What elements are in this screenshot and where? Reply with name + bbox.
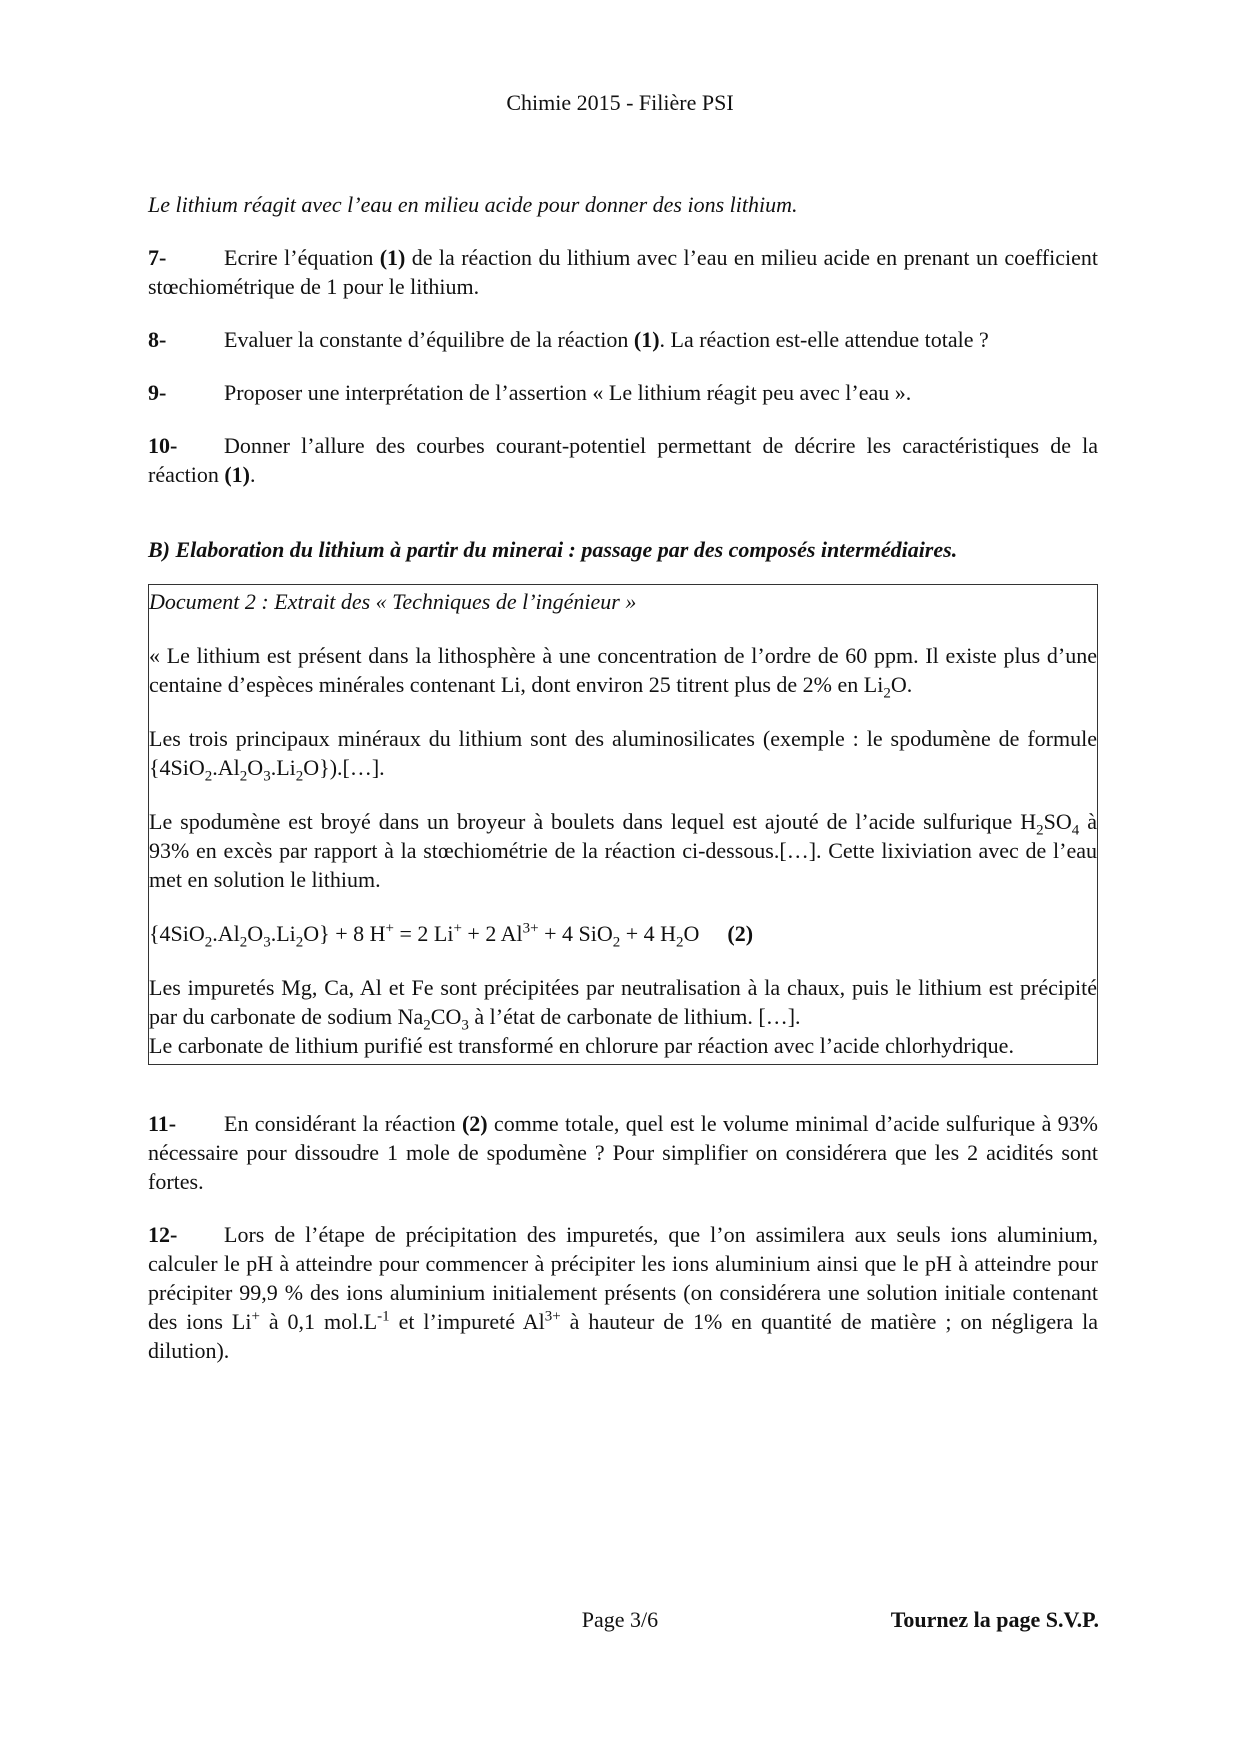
- subscript: 2: [1036, 822, 1044, 839]
- doc-text: Les trois principaux minéraux du lithium sont des aluminosilicates (exemple : le spodumène de formule {4SiO: [149, 726, 1097, 780]
- eq-text: {4SiO: [149, 921, 205, 946]
- question-text: à hauteur de 1% en quantité de matière ; on négligera la dilution).: [148, 1309, 1098, 1363]
- question-11: [148, 1109, 1098, 1196]
- question-number: 7-: [148, 245, 167, 270]
- eq-text: + 2 Al: [461, 921, 523, 946]
- document-title: Document 2 : Extrait des « Techniques de l’ingénieur »: [149, 589, 637, 614]
- subscript: 4: [1071, 822, 1080, 839]
- reaction-ref: (1): [224, 462, 251, 487]
- doc-text: à 93% en excès par rapport à la stœchiométrie de la réaction ci-dessous.[…]. Cette lixiviation avec de l’eau met en solution le lithium.: [149, 809, 1098, 892]
- doc-text: .Li: [270, 755, 296, 780]
- question-text: En considérant la réaction: [224, 1111, 462, 1136]
- superscript: +: [385, 920, 394, 937]
- subscript: 3: [461, 1017, 469, 1034]
- question-text: à 0,1 mol.L: [259, 1309, 378, 1334]
- document-paragraph-1: [149, 641, 1097, 702]
- intro-text: Le lithium réagit avec l’eau en milieu acide pour donner des ions lithium.: [148, 192, 798, 217]
- subscript: 2: [883, 685, 891, 702]
- question-number: 12-: [148, 1222, 178, 1247]
- eq-text: + 4 SiO: [538, 921, 613, 946]
- page-content: [148, 190, 1098, 1389]
- doc-text: Le spodumène est broyé dans un broyeur à boulets dans lequel est ajouté de l’acide sulfurique H: [149, 809, 1037, 834]
- section-b-title: B) Elaboration du lithium à partir du minerai : passage par des composés intermédiaires.: [148, 537, 958, 562]
- eq-text: O: [683, 921, 700, 946]
- question-text: . La réaction est-elle attendue totale ?: [659, 327, 989, 352]
- question-number: 11-: [148, 1111, 177, 1136]
- eq-text: = 2 Li: [393, 921, 454, 946]
- question-text: Lors de l’étape de précipitation des impuretés, que l’on assimilera aux seuls ions aluminium, calculer le pH à atteindre pour commencer à précipiter les ions aluminium ainsi que le pH à atteindre pour précipiter 99,9 % des ions aluminium initialement présents (on considérera une solution initiale contenant des ions Li: [148, 1222, 1098, 1334]
- doc-text: .Al: [212, 755, 240, 780]
- eq-text: O: [247, 921, 264, 946]
- question-12: [148, 1220, 1098, 1365]
- page-header: Chimie 2015 - Filière PSI: [506, 90, 734, 115]
- reaction-ref: (2): [461, 1111, 488, 1136]
- question-text: Evaluer la constante d’équilibre de la réaction: [224, 327, 634, 352]
- subscript: 2: [295, 934, 304, 951]
- doc-text: SO: [1043, 809, 1072, 834]
- doc-text: O: [247, 755, 264, 780]
- subscript: 2: [239, 768, 248, 785]
- question-number: 8-: [148, 327, 167, 352]
- superscript: +: [453, 920, 462, 937]
- doc-text: Les impuretés Mg, Ca, Al et Fe sont précipitées par neutralisation à la chaux, puis le lithium est précipité par du carbonate de sodium Na: [149, 975, 1097, 1029]
- reaction-equation-2: [149, 919, 1097, 951]
- superscript: -1: [377, 1308, 390, 1325]
- subscript: 2: [423, 1017, 431, 1034]
- superscript: 3+: [522, 920, 539, 937]
- subscript: 2: [295, 768, 304, 785]
- page-number: Page 3/6: [581, 1607, 659, 1632]
- eq-text: .Al: [212, 921, 240, 946]
- eq-text: + 4 H: [620, 921, 677, 946]
- eq-text: .Li: [270, 921, 296, 946]
- doc-text: « Le lithium est présent dans la lithosphère à une concentration de l’ordre de 60 ppm. Il existe plus d’une centaine d’espèces minérales contenant Li, dont environ 25 titrent plus de 2% en Li: [149, 643, 1097, 697]
- question-text: de la réaction du lithium avec l’eau en milieu acide en prenant un coefficient stœchiométrique de 1 pour le lithium.: [148, 245, 1098, 299]
- question-text: Ecrire l’équation: [224, 245, 380, 270]
- question-text: Proposer une interprétation de l’assertion « Le lithium réagit peu avec l’eau ».: [224, 380, 912, 405]
- doc-text: O}).[…].: [303, 755, 385, 780]
- subscript: 2: [239, 934, 248, 951]
- doc-text: Le carbonate de lithium purifié est transformé en chlorure par réaction avec l’acide chlorhydrique.: [149, 1033, 1014, 1058]
- document-paragraph-4: [149, 973, 1097, 1060]
- question-text: .: [250, 462, 256, 487]
- question-number: 9-: [148, 380, 167, 405]
- doc-text: CO: [430, 1004, 462, 1029]
- subscript: 2: [612, 934, 621, 951]
- question-8: [148, 325, 1098, 354]
- subscript: 2: [676, 934, 684, 951]
- subscript: 3: [263, 768, 271, 785]
- doc-text: à l’état de carbonate de lithium. […].: [468, 1004, 801, 1029]
- equation-number: (2): [727, 921, 754, 946]
- subscript: 2: [204, 934, 213, 951]
- question-text: et l’impureté Al: [389, 1309, 545, 1334]
- question-9: [148, 378, 1098, 407]
- reaction-ref: (1): [633, 327, 660, 352]
- turn-page-note: Tournez la page S.V.P.: [890, 1607, 1099, 1632]
- question-10: [148, 431, 1098, 489]
- document-paragraph-2: [149, 724, 1097, 785]
- question-text: Donner l’allure des courbes courant-potentiel permettant de décrire les caractéristiques de la réaction: [148, 433, 1098, 487]
- superscript: +: [251, 1308, 260, 1325]
- superscript: 3+: [544, 1308, 561, 1325]
- document-2-box: [148, 584, 1098, 1065]
- question-text: comme totale, quel est le volume minimal d’acide sulfurique à 93% nécessaire pour dissoudre 1 mole de spodumène ? Pour simplifier on considérera que les 2 acidités sont fortes.: [148, 1111, 1098, 1194]
- question-number: 10-: [148, 433, 178, 458]
- document-paragraph-3: [149, 807, 1097, 894]
- question-7: [148, 243, 1098, 301]
- subscript: 2: [204, 768, 213, 785]
- eq-text: O} + 8 H: [303, 921, 386, 946]
- subscript: 3: [263, 934, 271, 951]
- reaction-ref: (1): [379, 245, 406, 270]
- doc-text: O.: [890, 672, 913, 697]
